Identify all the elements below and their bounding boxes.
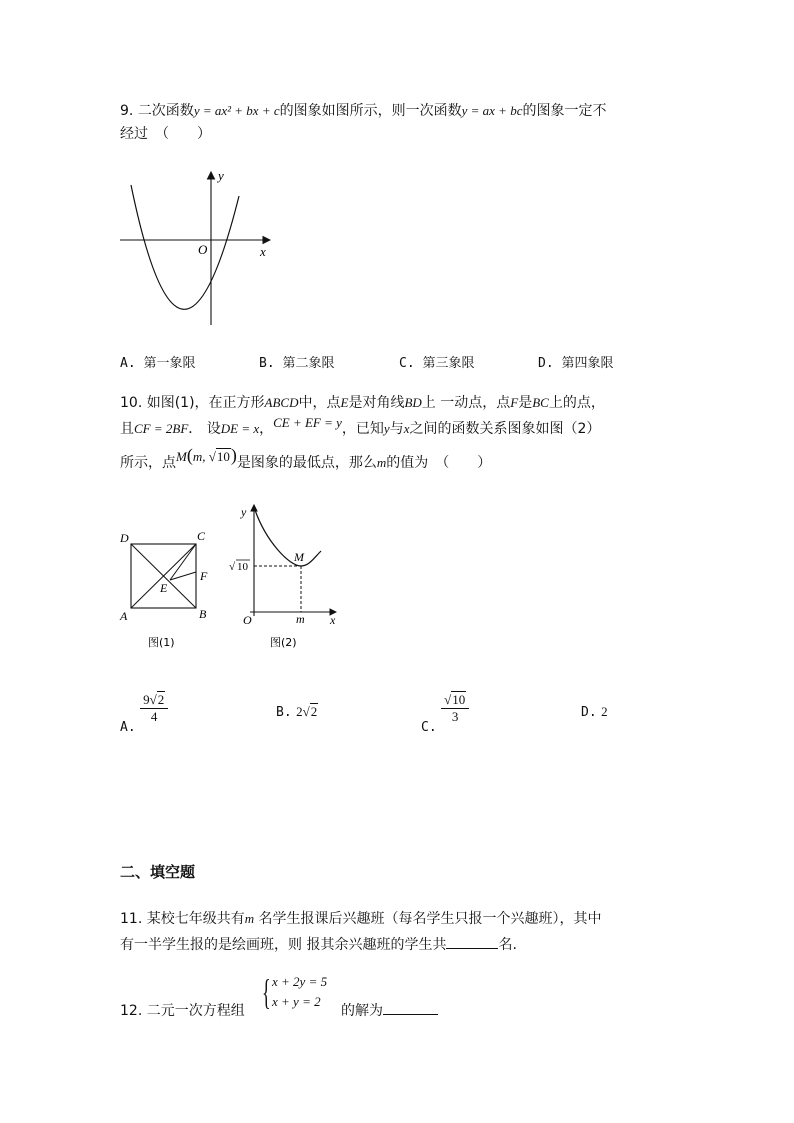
q12-text: 12. 二元一次方程组 bbox=[120, 1003, 245, 1019]
q9-equation-quadratic: y = ax² + bx + c bbox=[193, 103, 280, 118]
q12-text: 的解为 bbox=[341, 1003, 383, 1019]
q10-var-m: m bbox=[376, 455, 387, 470]
q10-de-equation: DE = x bbox=[220, 421, 260, 436]
q10-text: 上的点， bbox=[548, 395, 605, 411]
q10-option-c-label: C. bbox=[421, 719, 437, 735]
q9-line2: 经过 （ ） bbox=[120, 126, 211, 142]
q10-option-a-fraction: $\frac{9√2}{4}$ bbox=[140, 692, 168, 725]
q9-text-c: 的图象一定不 bbox=[522, 103, 607, 119]
q10-figure-1-caption: 图(1) bbox=[148, 636, 175, 649]
q10-m-arg: m, bbox=[192, 449, 209, 464]
q10-line2 bbox=[120, 415, 601, 438]
q10-graph-origin: O bbox=[243, 613, 252, 627]
q10-graph-label-m: m bbox=[296, 612, 305, 626]
q10-var-y: y bbox=[383, 421, 390, 436]
q10-figure-1-square bbox=[115, 525, 220, 655]
q10-option-d-value: 2 bbox=[601, 704, 608, 719]
q10-text: 是对角线 bbox=[348, 395, 405, 411]
q11-text: 名. bbox=[498, 937, 517, 953]
q10-text: ， bbox=[259, 421, 274, 437]
q10-diagonal-bd: BD bbox=[404, 395, 422, 410]
q10-option-a-denominator: 4 bbox=[150, 709, 158, 724]
q10-option-b-label: B. bbox=[276, 705, 292, 720]
q10-point-m-args: (m, √10) bbox=[186, 445, 237, 465]
q10-square-abcd: ABCD bbox=[264, 395, 299, 410]
q11-line1 bbox=[120, 908, 602, 928]
q9-number: 9. bbox=[120, 103, 134, 119]
q9-option-c: C. 第三象限 bbox=[399, 356, 475, 371]
q9-x-label: x bbox=[260, 244, 266, 259]
q10-graph-curve bbox=[255, 510, 321, 566]
q9-option-a: A. 第一象限 bbox=[120, 356, 196, 371]
q9-y-label: y bbox=[218, 168, 224, 183]
q10-segment-ce bbox=[170, 544, 196, 580]
q10-line3 bbox=[120, 445, 492, 472]
q10-option-a-label: A. bbox=[120, 719, 136, 735]
q9-text-b: 的图象如图所示，则一次函数 bbox=[279, 103, 462, 119]
q10-label-e: E bbox=[160, 581, 168, 595]
q10-label-d: D bbox=[120, 531, 129, 545]
q10-label-b: B bbox=[199, 607, 207, 621]
q11-text: 11. 某校七年级共有 bbox=[120, 911, 245, 927]
q10-line1 bbox=[120, 392, 605, 412]
q9-origin-label: O bbox=[198, 242, 208, 257]
q10-option-c-radicand: 10 bbox=[452, 692, 466, 707]
q9-parabola-curve bbox=[131, 185, 239, 309]
q10-text: 是图象的最低点，那么 bbox=[236, 455, 377, 471]
q9-equation-linear: y = ax + bc bbox=[461, 103, 523, 118]
q12-equation-1: x + 2y = 5 bbox=[272, 974, 328, 989]
q12-equation-2: x + y = 2 bbox=[272, 994, 321, 1009]
q9-option-d: D. 第四象限 bbox=[538, 356, 614, 371]
q10-option-a-radicand: 2 bbox=[157, 692, 165, 707]
q11-text: 有一半学生报的是绘画班，则 报其余兴趣班的学生共 bbox=[120, 937, 447, 953]
q10-cf-equation: CF = 2BF bbox=[134, 421, 189, 436]
q11-answer-blank[interactable] bbox=[446, 936, 498, 949]
q10-option-a-coef: 9 bbox=[143, 692, 150, 707]
q10-side-bc: BC bbox=[532, 395, 549, 410]
q10-text: 的值为 （ ） bbox=[386, 455, 492, 471]
q10-figure-2-graph bbox=[228, 500, 348, 655]
q10-graph-sqrt10: 10 bbox=[237, 561, 248, 573]
q10-option-b-coef: 2 bbox=[296, 704, 303, 719]
q10-option-b-radicand: 2 bbox=[310, 704, 318, 719]
q10-text: 所示，点 bbox=[120, 455, 176, 471]
q11-text: 名学生报课后兴趣班（每名学生只报一个兴趣班），其中 bbox=[254, 911, 602, 927]
q10-text: 是 bbox=[518, 395, 533, 411]
q10-text: 中，点 bbox=[298, 395, 341, 411]
q10-point-f: F bbox=[510, 395, 519, 410]
q10-option-b: B. 2√2 bbox=[276, 704, 318, 720]
q10-label-f: F bbox=[200, 569, 208, 583]
q10-label-c: C bbox=[197, 529, 206, 543]
q12-line bbox=[120, 1000, 245, 1020]
q12-answer-blank[interactable] bbox=[383, 1002, 438, 1015]
q9-option-b: B. 第二象限 bbox=[259, 356, 335, 371]
q12-brace: { bbox=[262, 972, 271, 1012]
q10-figure-2-caption: 图(2) bbox=[270, 636, 297, 649]
q10-graph-x-label: x bbox=[330, 613, 336, 627]
q10-point-e: E bbox=[340, 395, 349, 410]
q10-text: 且 bbox=[120, 421, 134, 437]
q10-text: 与 bbox=[389, 421, 404, 437]
q10-option-c-denominator: 3 bbox=[451, 709, 459, 724]
q10-option-c bbox=[421, 692, 469, 735]
q10-text: 10. 如图(1)，在正方形 bbox=[120, 395, 265, 411]
section-heading-fill-in: 二、填空题 bbox=[120, 863, 196, 881]
q10-graph-sqrt-sign: √ bbox=[229, 561, 236, 573]
q10-graph-label-m-point: M bbox=[294, 550, 304, 564]
q10-point-m: M bbox=[176, 449, 187, 464]
q10-text: 上 一动点，点 bbox=[421, 395, 511, 411]
q9-line1 bbox=[120, 100, 606, 120]
q10-text: ，已知 bbox=[341, 421, 384, 437]
q12-tail bbox=[341, 1000, 438, 1020]
q9-parabola-graph bbox=[115, 165, 280, 330]
q10-option-c-fraction: $\frac{√10}{3}$ bbox=[441, 692, 469, 725]
q12-equation-system bbox=[262, 972, 327, 1012]
q10-label-a: A bbox=[120, 609, 128, 623]
q10-text: 之间的函数关系图象如图（2） bbox=[409, 421, 601, 437]
q10-option-a bbox=[120, 692, 168, 735]
q10-option-d bbox=[581, 704, 608, 720]
q10-cefy-equation: CE + EF = y bbox=[273, 415, 342, 430]
q9-text-a: 二次函数 bbox=[137, 103, 194, 119]
q10-text: ． 设 bbox=[188, 421, 221, 437]
q10-option-d-label: D. bbox=[581, 705, 597, 720]
q10-var-x: x bbox=[403, 421, 410, 436]
q11-line2 bbox=[120, 934, 517, 954]
q10-m-sqrt-arg: 10 bbox=[216, 449, 230, 464]
q10-segment-ef bbox=[170, 572, 196, 580]
q11-var-m: m bbox=[244, 911, 255, 926]
q10-graph-y-label: y bbox=[241, 505, 247, 519]
